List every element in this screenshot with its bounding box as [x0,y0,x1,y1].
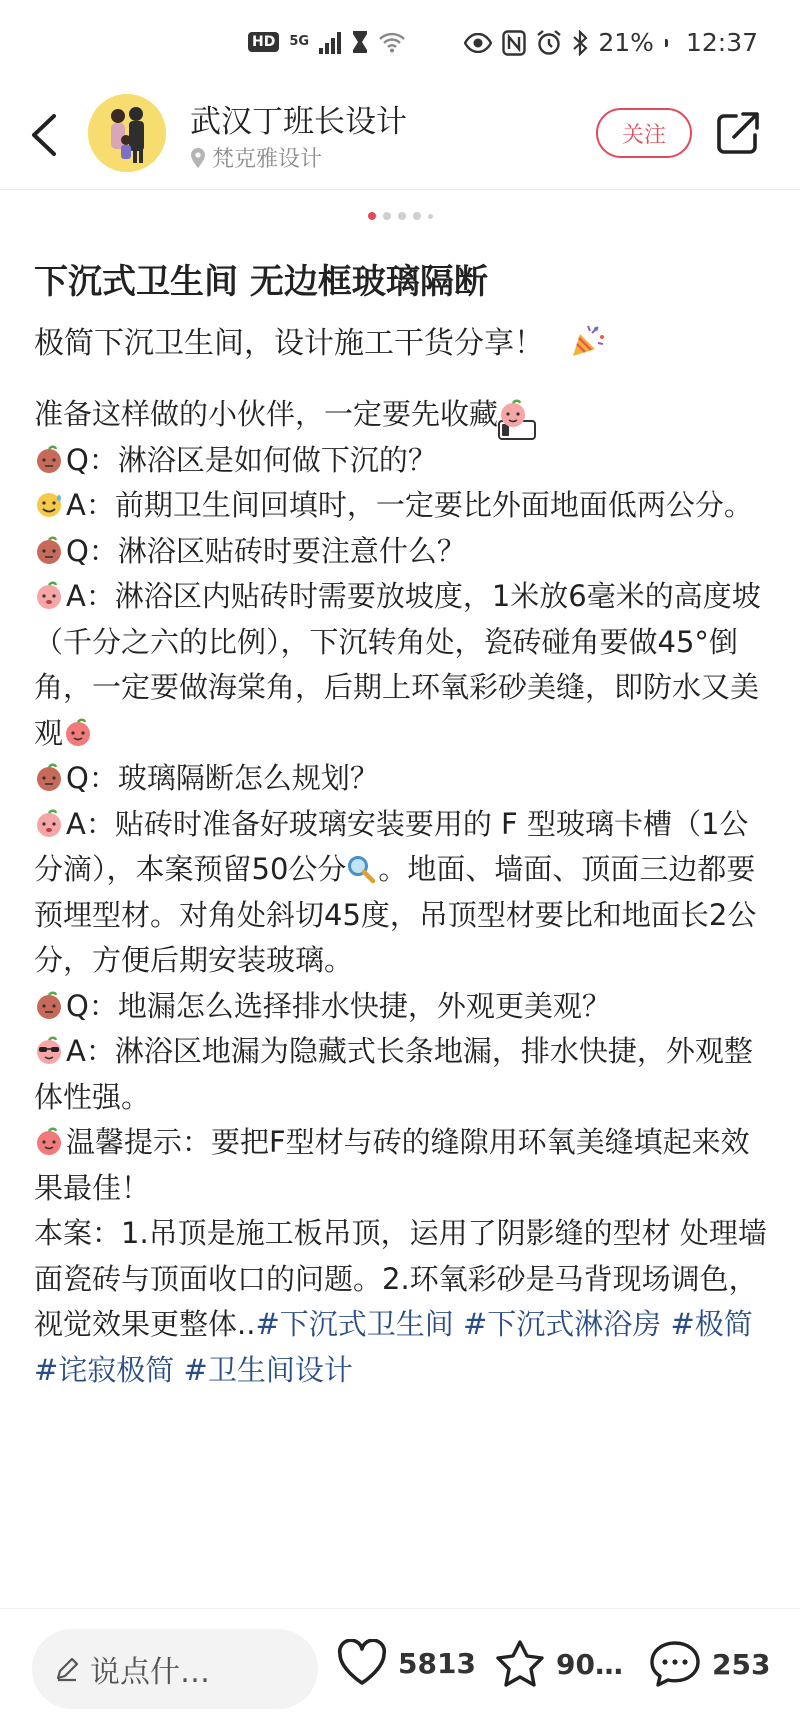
peach-face-icon [63,718,93,748]
clock-time: 12:37 [685,28,758,57]
status-left [248,30,405,54]
like-button[interactable] [336,1639,476,1687]
hashtag-link[interactable]: #诧寂极简 [34,1352,175,1387]
hashtag-link[interactable]: #下沉式淋浴房 [462,1307,662,1341]
party-popper-icon [570,323,606,359]
body-paragraph: A：前期卫生间回填时，一定要比外面地面低两公分。 [34,483,774,529]
carousel-dot[interactable] [398,212,406,220]
share-button[interactable] [716,110,760,156]
star-icon [494,1639,546,1689]
bottom-action-bar [0,1608,800,1732]
smiling-face-icon [34,490,64,520]
hashtag-link[interactable]: #卫生间设计 [183,1352,353,1387]
peach-face-icon [34,991,64,1021]
body-paragraph: Q：玻璃隔断怎么规划？ [34,756,774,802]
battery-percent: 21% [598,28,654,57]
post-title: 下沉式卫生间 无边框玻璃隔断 [34,262,488,302]
peach-face-icon [498,399,528,429]
carousel-indicator [0,212,800,220]
heart-icon [336,1639,388,1687]
body-paragraph: Q：地漏怎么选择排水快捷，外观更美观？ [34,984,774,1030]
carousel-dot[interactable] [383,212,391,220]
network-type: 5G [289,34,310,49]
alarm-icon [536,30,562,56]
comment-input[interactable] [32,1629,318,1709]
body-paragraph: 温馨提示：要把F型材与砖的缝隙用环氧美缝填起来效果最佳！ [34,1125,750,1205]
peach-face-icon [34,581,64,611]
comment-bubble-icon [648,1639,702,1689]
pencil-icon [54,1656,80,1682]
favorite-button[interactable] [494,1639,623,1689]
carousel-dot[interactable] [368,212,376,220]
peach-face-icon [34,763,64,793]
nfc-icon [502,30,526,56]
bluetooth-icon [572,30,588,56]
peach-face-icon [34,809,64,839]
chevron-left-icon [26,110,66,160]
eye-icon [464,33,492,53]
location-label: 梵克雅设计 [212,147,323,172]
body-paragraph: Q：淋浴区是如何做下沉的？ [34,438,774,484]
hd-icon: HD [248,32,279,52]
magnifier-icon [346,854,376,884]
comment-placeholder: 说点什… [90,1655,210,1690]
body-paragraph: A：贴砖时准备好玻璃安装要用的 F 型玻璃卡槽（1公分滴），本案预留50公分 。地面、墙面、顶面三边都要预埋型材。对角处斜切45度，吊顶型材要比和地面长2公分，方便后期安装玻璃。 [34,806,757,977]
hashtag-link[interactable]: #极简 [670,1307,753,1341]
carousel-dot[interactable] [428,214,433,219]
peach-face-icon [34,536,64,566]
battery-icon [664,39,668,47]
favorite-count: 90… [556,1647,623,1681]
body-paragraph: 准备这样做的小伙伴，一定要先收藏 [34,392,774,438]
author-name[interactable]: 武汉丁班长设计 [190,104,407,140]
post-body [34,392,774,1602]
body-paragraph: Q：淋浴区贴砖时要注意什么？ [34,529,774,575]
like-count: 5813 [398,1646,476,1680]
peach-face-icon [34,445,64,475]
status-bar [0,0,800,88]
author-avatar[interactable] [88,94,166,172]
signal-icon [319,30,341,54]
post-subtitle-text: 极简下沉卫生间，设计施工干货分享！ [34,326,544,361]
body-paragraph: 本案：1.吊顶是施工板吊顶，运用了阴影缝的型材 处理墙面瓷砖与顶面收口的问题。2.环氧彩砂是马背现场调色，视觉效果更整体..#下沉式卫生间 #下沉式淋浴房 #极简 #诧寂极简 #卫生间设计 [34,1216,767,1387]
body-paragraph: A：淋浴区地漏为隐藏式长条地漏，排水快捷，外观整体性强。 [34,1034,753,1114]
post-header [0,88,800,190]
follow-button[interactable]: 关注 [596,108,692,158]
hashtag-link[interactable]: #下沉式卫生间 [255,1307,454,1341]
location-pin-icon [190,147,206,169]
hourglass-icon [351,30,369,54]
status-right [464,28,758,57]
wifi-icon [379,31,405,53]
avatar-illustration [88,94,166,172]
sunglasses-face-icon [34,1036,64,1066]
share-icon [716,110,760,156]
body-paragraph: A：淋浴区内贴砖时需要放坡度，1米放6毫米的高度坡（千分之六的比例），下沉转角处，瓷砖碰角要做45°倒角，一定要做海棠角，后期上环氧彩砂美缝，即防水又美观 [34,579,761,750]
comment-button[interactable] [648,1639,770,1689]
post-subtitle [34,318,606,362]
carousel-dot[interactable] [413,212,421,220]
location[interactable] [190,142,322,173]
peach-face-icon [34,1127,64,1157]
comment-count: 253 [712,1647,771,1681]
back-button[interactable] [26,110,66,160]
